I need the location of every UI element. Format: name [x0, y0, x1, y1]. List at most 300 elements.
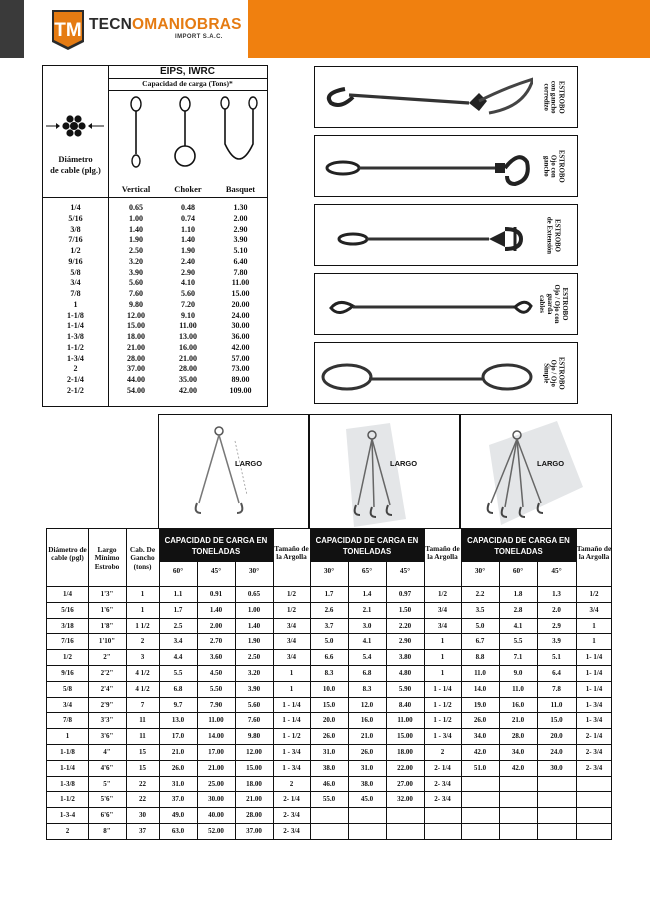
table-cell: 3.4 [173, 637, 183, 646]
table-cell: 1.90 [247, 637, 261, 646]
table-cell: 2- 3/4 [434, 779, 451, 788]
table-cell: 1.10 [181, 224, 195, 234]
table-cell: 3.7 [324, 621, 334, 630]
table-cell: 52.00 [208, 827, 224, 835]
table-cell: 44.00 [127, 375, 145, 384]
table-cell: 2- 1/4 [283, 795, 300, 804]
table-cell: 1 - 1/4 [282, 700, 301, 709]
table-cell: 1 - 3/4 [433, 732, 452, 741]
table-cell: 1/2 [63, 653, 72, 662]
table-cell: 1.30 [233, 203, 248, 212]
table-cell: 26.0 [473, 716, 487, 725]
table-cell: 1'6" [100, 605, 114, 614]
table-cell: 40.00 [208, 811, 224, 820]
table-cell: 5.0 [324, 637, 334, 646]
table-cell: 31.0 [360, 763, 374, 772]
table-divider [47, 807, 611, 808]
table-cell: 15.00 [397, 732, 413, 741]
table-cell: 30.00 [231, 321, 250, 331]
table-cell: 5.1 [552, 653, 561, 662]
table-cell: 2- 3/4 [585, 748, 603, 756]
column-header-basquet: Basquet [225, 184, 256, 194]
table-cell: 20.00 [231, 299, 250, 309]
table-cell: 2 [140, 637, 145, 646]
table-cell: 2'4" [100, 684, 114, 693]
table-divider [47, 776, 611, 777]
table-cell: 1 [592, 637, 596, 646]
table-cell: 24.00 [231, 310, 250, 320]
table-divider [108, 66, 109, 406]
sling-label: ESTROBO Ojo / Ojo con guarda cables [538, 284, 568, 324]
table-cell: 5.90 [398, 684, 412, 693]
table-cell: 2.5 [173, 621, 183, 630]
sling-panel-extension [314, 204, 578, 266]
table-cell: 37.0 [171, 795, 185, 804]
table-cell: 34.0 [473, 732, 487, 741]
table-cell: 3'6" [100, 732, 114, 741]
table-cell: 1 [289, 684, 294, 693]
table-cell: 1'8" [100, 621, 114, 630]
three-leg-sling-photo [309, 414, 460, 528]
table-cell: 30 [139, 811, 146, 820]
table-cell: 21.00 [179, 353, 197, 363]
table-cell: 54.00 [127, 385, 145, 395]
table-cell: 1.90 [129, 235, 143, 245]
table-cell: 5.60 [247, 700, 261, 709]
table-cell: 9.7 [173, 700, 183, 709]
table-cell: 9/16 [61, 669, 74, 677]
table-cell: 1.40 [209, 605, 223, 614]
table-cell: 5.50 [209, 684, 223, 693]
choker-hitch-icon [171, 94, 201, 196]
cable-cross-section-icon [46, 106, 104, 146]
choker-column [162, 203, 214, 397]
table-cell: 3.80 [398, 653, 412, 662]
table-cell: 37.00 [246, 827, 262, 835]
angle-label: 45° [210, 566, 222, 575]
sling-eye-thimble-icon [319, 278, 533, 332]
table-cell: 3.90 [129, 267, 143, 277]
company-name: TECNOMANIOBRAS [89, 16, 242, 33]
table-cell: 1 - 1/2 [433, 716, 452, 725]
table-cell: 73.00 [231, 364, 250, 374]
basket-hitch-icon [217, 94, 261, 196]
table-cell: 3.60 [209, 653, 223, 662]
table-cell: 26.0 [171, 763, 185, 772]
table-cell: 2.90 [233, 224, 248, 234]
table-cell: 1'10" [98, 637, 116, 646]
sling-panel-eye-eye [314, 342, 578, 404]
table-cell: 11.0 [512, 684, 524, 693]
table-cell: 1-1/4 [67, 321, 84, 331]
table-cell: 3/4 [287, 637, 296, 646]
table-divider [47, 618, 611, 619]
table-cell: 5.60 [129, 278, 143, 288]
length-label: LARGO [235, 459, 263, 468]
table-cell: 2.2 [475, 590, 485, 598]
table-cell: 20.0 [322, 716, 336, 725]
table-cell: 7.1 [513, 653, 523, 662]
table-cell: 34.0 [511, 748, 525, 756]
table-cell: 3/8 [70, 224, 81, 234]
table-cell: 12.00 [246, 748, 262, 756]
table-cell: 7.8 [552, 684, 561, 693]
table-cell: 2.8 [513, 605, 523, 614]
table-cell: 1-3-4 [59, 811, 76, 820]
table-cell: 24.0 [550, 748, 563, 756]
table-cell: 37.00 [127, 364, 145, 374]
table-cell: 1.40 [129, 224, 143, 234]
table-cell: 1/2 [287, 605, 296, 614]
table-cell: 1-3/8 [67, 332, 84, 341]
table-cell: 20.0 [550, 732, 563, 741]
table-cell: 6.4 [552, 669, 561, 677]
table-cell: 1 [289, 669, 294, 677]
table-cell: 7/16 [61, 637, 74, 646]
table-cell: 2.90 [181, 267, 195, 277]
table-cell: 15.0 [322, 700, 336, 709]
table-cell: 4.50 [209, 669, 223, 677]
table-cell: 8.8 [475, 653, 485, 662]
table-cell: 3.9 [552, 637, 561, 646]
table-cell: 2- 3/4 [283, 811, 300, 820]
table-cell: 1/2 [70, 246, 81, 255]
table-cell: 8" [103, 827, 111, 835]
table-cell: 38.0 [360, 779, 374, 788]
table-cell: 1 - 1/2 [433, 700, 452, 709]
table-cell: 2- 3/4 [283, 827, 300, 835]
table-cell: 16.0 [511, 700, 525, 709]
table-cell: 16.0 [360, 716, 374, 725]
table-cell: 2- 3/4 [585, 763, 603, 772]
table-cell: 1 - 3/4 [282, 763, 301, 772]
sling-eye-hook-icon [319, 140, 533, 194]
table-cell: 1'3" [100, 590, 114, 598]
sling-label: ESTROBO de Extensión [546, 216, 561, 254]
table-cell: 42.00 [231, 342, 250, 352]
table-cell: 1.00 [129, 213, 143, 223]
table-cell: 8.3 [362, 684, 372, 693]
column-header-choker: Choker [174, 184, 202, 194]
table-cell: 4.1 [362, 637, 372, 646]
table-cell: 5.0 [475, 621, 485, 630]
company-logo-icon [50, 6, 86, 50]
table-cell: 1- 3/4 [585, 700, 603, 709]
table-cell: 28.0 [511, 732, 525, 741]
table-cell: 1-1/2 [60, 795, 75, 804]
table-cell: 0.65 [247, 590, 261, 598]
table-divider [47, 586, 611, 587]
table-cell: 13.0 [171, 716, 185, 725]
table-cell: 30.0 [550, 763, 563, 772]
table-cell: 3/4 [287, 653, 296, 662]
table-cell: 2 [289, 779, 294, 788]
sling-panel-eye-thimble [314, 273, 578, 335]
table-cell: 36.00 [231, 332, 250, 341]
table-cell: 1/2 [287, 590, 296, 598]
table-cell: 2 [440, 748, 445, 756]
table-cell: 5.4 [362, 653, 372, 662]
table-cell: 1-1/4 [60, 763, 75, 772]
capacity-header-3leg: CAPACIDAD DE CARGA EN TONELADAS [310, 529, 424, 562]
ring-header-4leg: Tamaño de la Argolla [576, 544, 612, 562]
table-cell: 1 [73, 299, 78, 309]
table-divider [47, 823, 611, 824]
table-cell: 7/16 [68, 235, 83, 245]
table-cell: 1/4 [63, 590, 72, 598]
sling-label: ESTROBO con gancho corredizo [542, 80, 565, 114]
logo-initials: TM [54, 20, 82, 41]
table-cell: 1 - 1/4 [282, 716, 301, 725]
table-cell: 6.8 [173, 684, 183, 693]
table-cell: 21.00 [208, 763, 224, 772]
table-cell: 46.0 [322, 779, 336, 788]
table-cell: 7.60 [247, 716, 261, 725]
sling-panel-sliding-hook [314, 66, 578, 128]
length-label: LARGO [390, 459, 418, 468]
table-divider [47, 665, 611, 666]
table-cell: 3 [140, 653, 145, 662]
table-cell: 11.00 [397, 716, 413, 725]
column-header-hook: Cab. De Gancho (tons) [129, 545, 156, 571]
table-cell: 15.0 [550, 716, 563, 725]
table-cell: 13.00 [179, 332, 197, 341]
table-cell: 1 [592, 621, 596, 630]
sling-panel-eye-hook [314, 135, 578, 197]
table-cell: 1.8 [513, 590, 523, 598]
table-cell: 49.0 [171, 811, 185, 820]
table-cell: 22 [139, 779, 146, 788]
angle-label: 45° [551, 566, 562, 575]
table-cell: 18.00 [127, 332, 145, 341]
table-cell: 42.0 [473, 748, 487, 756]
table-cell: 14.00 [208, 732, 224, 741]
table-cell: 30.00 [208, 795, 224, 804]
table-cell: 10.0 [322, 684, 336, 693]
header-orange-band [248, 0, 650, 58]
table-cell: 12.00 [127, 310, 145, 320]
table-cell: 1.00 [247, 605, 261, 614]
table-cell: 5.5 [513, 637, 523, 646]
table-cell: 2.1 [362, 605, 372, 614]
table-cell: 9/16 [68, 256, 83, 266]
table-divider [47, 760, 611, 761]
table-cell: 1-3/4 [67, 353, 84, 363]
table-divider [43, 197, 267, 198]
table-cell: 9.80 [129, 299, 143, 309]
table-cell: 2.50 [129, 246, 143, 255]
column-header-length: Largo Mínimo Estrobo [94, 545, 120, 571]
table-cell: 1-3/8 [60, 779, 75, 788]
three-leg-sling-icon [310, 415, 461, 529]
table-cell: 5/8 [70, 267, 81, 277]
table-cell: 4.10 [181, 278, 195, 288]
table-cell: 4.1 [513, 621, 523, 630]
table-cell: 15 [139, 748, 146, 756]
capacity-header-2leg: CAPACIDAD DE CARGA EN TONELADAS [159, 529, 273, 562]
table-cell: 4 1/2 [135, 669, 150, 677]
company-subtitle: IMPORT S.A.C. [175, 34, 223, 40]
table-cell: 1- 1/4 [585, 684, 603, 693]
table-cell: 3.5 [475, 605, 485, 614]
table-cell: 1.90 [181, 246, 195, 255]
table-cell: 5/16 [68, 213, 83, 223]
four-leg-sling-photo [460, 414, 612, 528]
table-cell: 11.00 [231, 278, 250, 288]
table-cell: 5.60 [181, 289, 195, 298]
table-cell: 28.00 [179, 364, 197, 374]
table-cell: 4 1/2 [135, 684, 150, 693]
table-cell: 6.40 [233, 256, 248, 266]
table-cell: 45.0 [360, 795, 374, 804]
table-cell: 22.00 [397, 763, 413, 772]
table-cell: 21.00 [246, 795, 262, 804]
table-cell: 1-1/8 [67, 310, 84, 320]
table-cell: 6.6 [324, 653, 334, 662]
vertical-column [110, 203, 162, 397]
table-cell: 7/8 [70, 289, 81, 298]
table-cell: 2.40 [181, 256, 195, 266]
table-cell: 5" [103, 779, 111, 788]
angle-label: 60° [512, 566, 524, 575]
table-cell: 2 [65, 827, 70, 835]
table-cell: 21.0 [511, 716, 525, 725]
table-divider [47, 633, 611, 634]
table-cell: 1- 1/4 [585, 669, 603, 677]
table-cell: 1 [65, 732, 70, 741]
table-cell: 0.65 [129, 203, 143, 212]
ring-header-2leg: Tamaño de la Argolla [274, 544, 309, 562]
table-cell: 1 [440, 637, 445, 646]
table-cell: 21.0 [171, 748, 185, 756]
table-cell: 5/16 [61, 605, 74, 614]
table-cell: 5.10 [233, 246, 248, 255]
column-header-diameter: Diámetro de cable (plg.) [50, 154, 101, 175]
table-cell: 1 - 1/4 [433, 684, 452, 693]
table-cell: 7/8 [63, 716, 72, 725]
table-cell: 7.20 [181, 299, 195, 309]
table-cell: 7.80 [233, 267, 248, 277]
table-cell: 3/18 [61, 621, 74, 630]
four-leg-sling-icon [461, 415, 612, 529]
table-cell: 2.00 [233, 213, 248, 223]
table-cell: 19.0 [473, 700, 487, 709]
table-cell: 15.00 [246, 763, 262, 772]
table-cell: 2.70 [209, 637, 223, 646]
table-cell: 26.0 [322, 732, 336, 741]
table-cell: 18.00 [397, 748, 413, 756]
angle-label: 65° [361, 566, 373, 575]
table-cell: 51.0 [473, 763, 487, 772]
angle-label: 30° [474, 566, 486, 575]
table-cell: 5/8 [63, 684, 72, 693]
table-cell: 1.7 [173, 605, 183, 614]
table-cell: 11 [139, 716, 146, 725]
table-cell: 1/2 [438, 590, 447, 598]
table-cell: 8.40 [398, 700, 412, 709]
table-cell: 11.0 [474, 669, 486, 677]
table-cell: 3.0 [362, 621, 372, 630]
table-divider [47, 602, 611, 603]
header-dark-strip [0, 0, 24, 58]
table-cell: 28.00 [127, 353, 145, 363]
table-cell: 6.7 [475, 637, 485, 646]
table-cell: 32.00 [397, 795, 413, 804]
two-leg-sling-icon [159, 415, 310, 529]
table-cell: 35.00 [179, 375, 197, 384]
table-cell: 3.20 [247, 669, 261, 677]
table-cell: 7.90 [209, 700, 223, 709]
table-cell: 1 1/2 [135, 621, 150, 630]
table-cell: 28.00 [246, 811, 262, 820]
basquet-column [214, 203, 267, 397]
table-title: EIPS, IWRC [159, 66, 215, 77]
table-cell: 15.00 [231, 289, 250, 298]
table-cell: 3/4 [438, 605, 447, 614]
vertical-hitch-icon [121, 94, 151, 196]
table-cell: 2.00 [209, 621, 223, 630]
table-cell: 18.00 [246, 779, 262, 788]
table-cell: 2.90 [398, 637, 412, 646]
table-divider [47, 712, 611, 713]
table-divider [47, 791, 611, 792]
table-cell: 1 [140, 605, 145, 614]
table-cell: 55.0 [322, 795, 336, 804]
table-cell: 3/4 [438, 621, 447, 630]
table-cell: 2- 3/4 [434, 795, 451, 804]
table-cell: 17.0 [171, 732, 185, 741]
table-cell: 2- 1/4 [585, 732, 603, 741]
table-cell: 1/4 [70, 203, 81, 212]
capacity-header-4leg: CAPACIDAD DE CARGA EN TONELADAS [461, 529, 576, 562]
table-cell: 63.0 [171, 827, 185, 835]
table-cell: 38.0 [322, 763, 336, 772]
table-cell: 15 [139, 763, 146, 772]
multi-leg-capacity-table [46, 528, 612, 840]
table-cell: 26.0 [360, 748, 374, 756]
table-cell: 1-1/2 [67, 342, 84, 352]
table-cell: 42.00 [179, 385, 197, 395]
table-cell: 2.0 [552, 605, 561, 614]
table-cell: 1 - 3/4 [282, 748, 301, 756]
table-cell: 1 [440, 669, 445, 677]
angle-label: 30° [248, 566, 260, 575]
table-divider [47, 681, 611, 682]
table-cell: 8.3 [324, 669, 334, 677]
table-cell: 1 [440, 653, 445, 662]
table-cell: 2- 1/4 [434, 763, 451, 772]
table-cell: 37 [139, 827, 146, 835]
table-cell: 9.10 [181, 310, 195, 320]
table-cell: 1.7 [324, 590, 334, 598]
table-cell: 1.50 [398, 605, 412, 614]
table-cell: 14.0 [473, 684, 487, 693]
table-cell: 89.00 [231, 375, 250, 384]
table-divider [47, 744, 611, 745]
table-cell: 109.00 [229, 385, 252, 395]
table-cell: 1/2 [589, 590, 599, 598]
table-cell: 2'9" [100, 700, 114, 709]
table-cell: 1.40 [247, 621, 261, 630]
angle-label: 60° [172, 566, 184, 575]
table-cell: 1 - 1/2 [282, 732, 301, 741]
table-cell: 2" [103, 653, 111, 662]
table-cell: 17.00 [208, 748, 224, 756]
table-cell: 3/4 [287, 621, 296, 630]
table-cell: 6.8 [362, 669, 372, 677]
table-cell: 27.00 [397, 779, 413, 788]
length-label: LARGO [537, 459, 565, 468]
